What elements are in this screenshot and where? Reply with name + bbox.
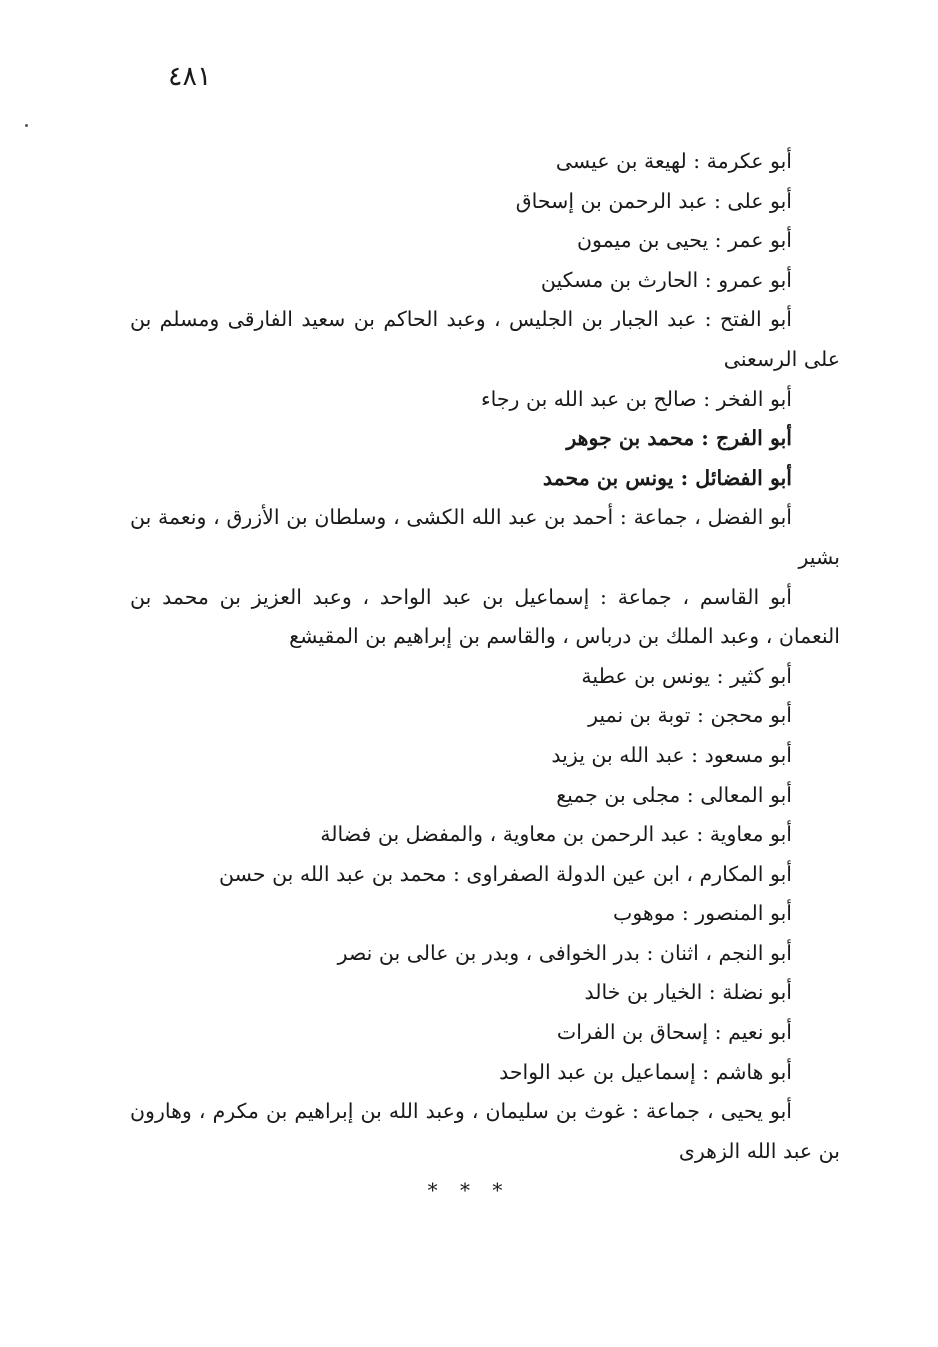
entry-text: أبو نعيم : إسحاق بن الفرات bbox=[556, 1020, 792, 1045]
list-item bbox=[130, 855, 840, 895]
entry-text: أبو المنصور : موهوب bbox=[613, 901, 792, 926]
list-item bbox=[130, 696, 840, 736]
list-item bbox=[130, 261, 840, 301]
entry-text: أبو الفضائل : يونس بن محمد bbox=[542, 465, 792, 490]
entry-text: أبو الفتح : عبد الجبار بن الجليس ، وعبد الحاكم بن سعيد الفارقى ومسلم بن على الرسعنى bbox=[130, 307, 840, 371]
list-item bbox=[130, 498, 840, 577]
list-item bbox=[130, 182, 840, 222]
entry-text: أبو مسعود : عبد الله بن يزيد bbox=[551, 742, 792, 767]
entry-text: أبو القاسم ، جماعة : إسماعيل بن عبد الواحد ، وعبد العزيز بن محمد بن النعمان ، وعبد الملك بن درباس ، والقاسم بن إبراهيم بن المقيشع bbox=[130, 584, 840, 649]
list-item bbox=[130, 221, 840, 261]
kunya-index-list bbox=[130, 142, 840, 1171]
entry-text: أبو هاشم : إسماعيل بن عبد الواحد bbox=[499, 1059, 792, 1084]
entry-text: أبو عكرمة : لهيعة بن عيسى bbox=[555, 149, 792, 173]
list-item bbox=[130, 380, 840, 420]
entry-text: أبو محجن : توبة بن نمير bbox=[588, 703, 792, 728]
entry-text: أبو الفرج : محمد بن جوهر bbox=[566, 426, 792, 451]
entry-text: أبو يحيى ، جماعة : غوث بن سليمان ، وعبد الله بن إبراهيم بن مكرم ، وهارون بن عبد الله الزهرى bbox=[130, 1099, 840, 1163]
list-item bbox=[130, 736, 840, 776]
stray-ink-mark bbox=[25, 124, 28, 127]
list-item bbox=[130, 1053, 840, 1093]
entry-text: أبو نضلة : الخيار بن خالد bbox=[584, 980, 792, 1005]
list-item bbox=[130, 815, 840, 855]
section-end-ornament: * * * bbox=[427, 1178, 511, 1202]
entry-text: أبو عمرو : الحارث بن مسكين bbox=[540, 267, 792, 292]
entry-text: أبو كثير : يونس بن عطية bbox=[581, 663, 792, 688]
entry-text: أبو الفضل ، جماعة : أحمد بن عبد الله الكشى ، وسلطان بن الأزرق ، ونعمة بن بشير bbox=[130, 505, 840, 569]
list-item bbox=[130, 578, 840, 657]
entry-text: أبو النجم ، اثنان : بدر الخوافى ، وبدر بن عالى بن نصر bbox=[337, 940, 792, 965]
entry-text: أبو المكارم ، ابن عين الدولة الصفراوى : محمد بن عبد الله بن حسن bbox=[219, 861, 792, 886]
list-item bbox=[130, 142, 840, 182]
list-item bbox=[130, 419, 840, 459]
list-item bbox=[130, 1092, 840, 1171]
list-item bbox=[130, 776, 840, 816]
entry-text: أبو عمر : يحيى بن ميمون bbox=[576, 228, 792, 253]
list-item bbox=[130, 657, 840, 697]
entry-text: أبو الفخر : صالح بن عبد الله بن رجاء bbox=[481, 386, 792, 411]
page-number: ٤٨١ bbox=[168, 61, 212, 92]
list-item bbox=[130, 973, 840, 1013]
list-item bbox=[130, 459, 840, 499]
list-item bbox=[130, 300, 840, 379]
entry-text: أبو على : عبد الرحمن بن إسحاق bbox=[515, 188, 792, 213]
list-item bbox=[130, 894, 840, 934]
entry-text: أبو المعالى : مجلى بن جميع bbox=[556, 782, 792, 807]
entry-text: أبو معاوية : عبد الرحمن بن معاوية ، والمفضل بن فضالة bbox=[320, 822, 792, 847]
list-item bbox=[130, 934, 840, 974]
list-item bbox=[130, 1013, 840, 1053]
